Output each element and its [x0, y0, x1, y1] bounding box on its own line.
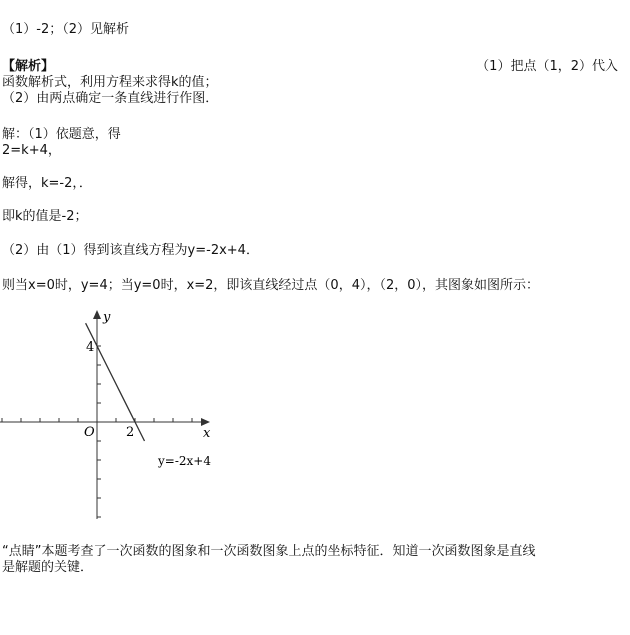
y-axis-ticks: [97, 346, 101, 517]
x-intercept-label: 2: [126, 425, 135, 440]
solution-line-4: 即k的值是-2；: [2, 209, 88, 224]
comment-line-2: 是解题的关键．: [2, 560, 94, 575]
x-axis-arrow: [201, 418, 210, 426]
analysis-line-1: 函数解析式，利用方程来求得k的值；: [2, 75, 218, 90]
solution-line-5: （2）由（1）得到该直线方程为y=-2x+4．: [2, 243, 259, 258]
comment-line-1: “点睛”本题考查了一次函数的图象和一次函数图象上点的坐标特征．知道一次函数图象是直线: [2, 544, 536, 559]
y-axis-label: y: [103, 310, 111, 325]
function-line-label: y=-2x+4: [158, 454, 211, 468]
answer-text: （1）-2；（2）见解析: [2, 22, 130, 37]
analysis-line-2: （2）由两点确定一条直线进行作图．: [2, 91, 219, 106]
solution-line-3: 解得，k=-2，．: [2, 176, 92, 191]
analysis-heading: 【解析】: [2, 59, 55, 74]
y-intercept-label: 4: [86, 340, 95, 355]
origin-label: O: [84, 425, 95, 440]
x-axis-label: x: [203, 426, 211, 441]
function-graph: [0, 305, 260, 527]
y-axis-arrow: [93, 310, 101, 319]
solution-line-2: 2=k+4，: [2, 143, 61, 158]
analysis-right-text: （1）把点（1，2）代入: [476, 59, 618, 74]
solution-line-6: 则当x=0时，y=4；当y=0时，x=2，即该直线经过点（0，4），（2，0），其图象如图所示：: [2, 278, 540, 293]
solution-line-1: 解：（1）依题意，得: [2, 127, 121, 142]
function-line: [86, 323, 145, 441]
